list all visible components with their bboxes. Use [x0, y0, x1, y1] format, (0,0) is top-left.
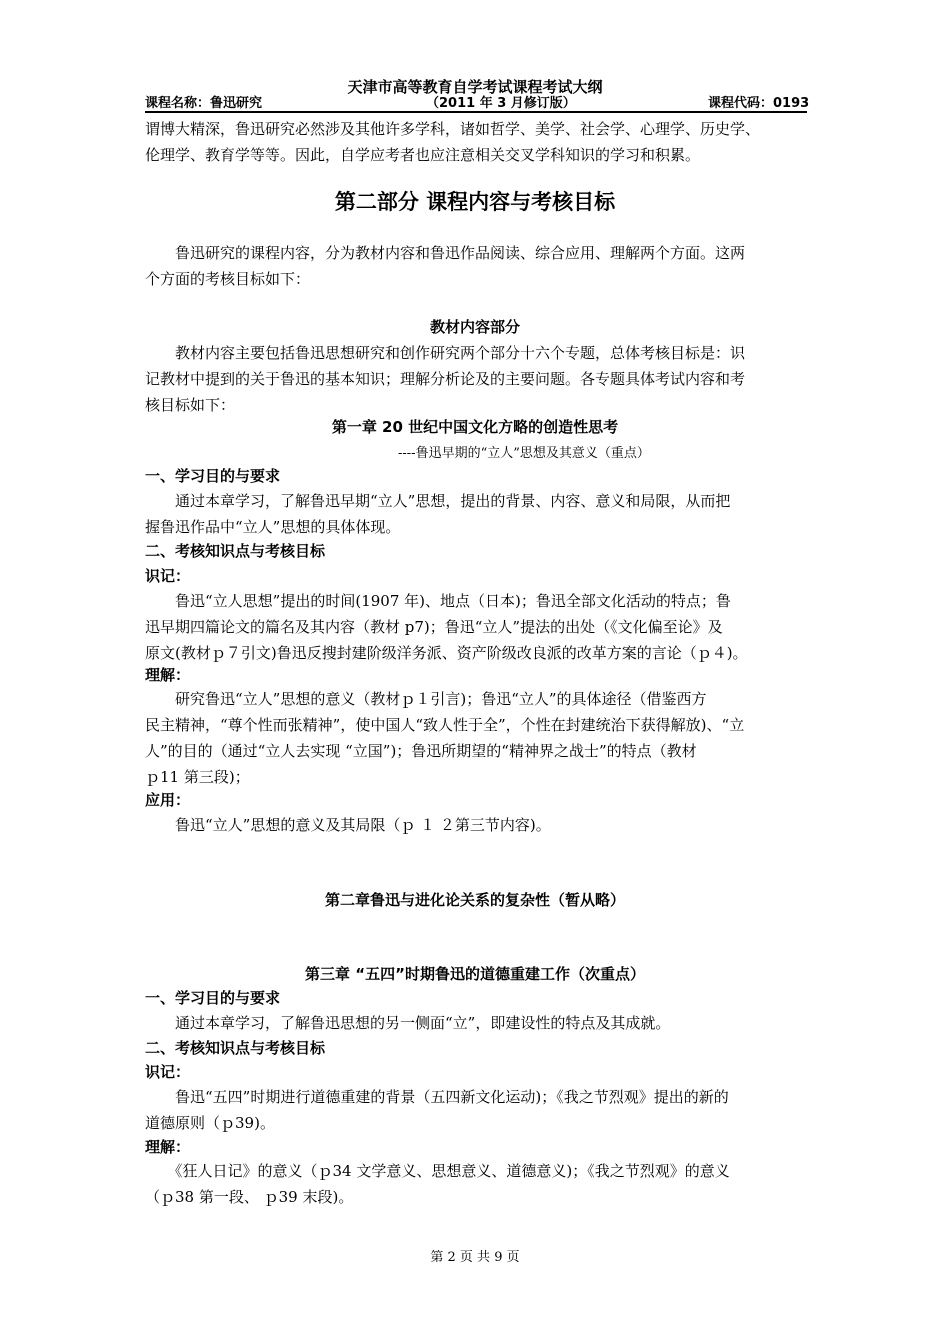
chapter-3-heading-goals: 一、学习目的与要求 [145, 989, 281, 1007]
course-name: 课程名称：鲁迅研究 [145, 96, 263, 111]
chapter-1-apply-paragraph [145, 812, 807, 838]
chapter-1-goals-paragraph [145, 488, 807, 540]
text-line: 个方面的考核目标如下： [145, 270, 311, 288]
text-line: 握鲁迅作品中“立人”思想的具体体现。 [145, 518, 401, 536]
text-line: 民主精神，“尊个性而张精神”，使中国人“致人性于全”，个性在封建统治下获得解放)、“立 [145, 716, 745, 734]
chapter-3-goals-paragraph [145, 1010, 807, 1036]
header-divider [145, 111, 807, 113]
text-line: 通过本章学习，了解鲁迅思想的另一侧面“立”，即建设性的特点及其成就。 [145, 1014, 671, 1032]
chapter-1-title: 第一章 20 世纪中国文化方略的创造性思考 [331, 418, 619, 436]
part-title: 第二部分 课程内容与考核目标 [334, 190, 616, 214]
text-line: 伦理学、教育学等等。因此，自学应考者也应注意相关交叉学科知识的学习和积累。 [145, 146, 701, 164]
section-intro-paragraph [145, 340, 807, 418]
chapter-1-label-understand: 理解： [145, 666, 191, 684]
text-line: 原文(教材ｐ７引文)鲁迅反搜封建阶级洋务派、资产阶级改良派的改革方案的言论（ｐ４)。 [145, 644, 748, 662]
chapter-3-title: 第三章 “五四”时期鲁迅的道德重建工作（次重点） [305, 965, 645, 983]
section-title: 教材内容部分 [429, 318, 520, 336]
chapter-1-subtitle: ----鲁迅早期的“立人”思想及其意义（重点） [398, 446, 650, 461]
text-line: 鲁迅“立人”思想的意义及其局限（ｐ １ ２第三节内容)。 [145, 816, 551, 834]
text-line: 鲁迅“五四”时期进行道德重建的背景（五四新文化运动)；《我之节烈观》提出的新的 [145, 1088, 729, 1106]
edition-label: （2011 年 3 月修订版） [426, 96, 576, 111]
text-line: 核目标如下： [145, 396, 236, 414]
page-number-footer: 第 2 页 共 9 页 [430, 1250, 520, 1265]
chapter-2-title: 第二章鲁迅与进化论关系的复杂性（暂从略） [324, 891, 625, 909]
text-line: 《狂人日记》的意义（ｐ34 文学意义、思想意义、道德意义)；《我之节烈观》的意义 [145, 1162, 730, 1180]
part-intro-paragraph [145, 240, 807, 292]
course-code: 课程代码：0193 [708, 96, 810, 111]
text-line: 人”的目的（通过“立人去实现 “立国”)；鲁迅所期望的“精神界之战士”的特点（教材 [145, 742, 697, 760]
text-line: ｐ11 第三段)； [145, 768, 250, 786]
chapter-3-understand-paragraph [145, 1158, 807, 1210]
chapter-3-heading-knowledge: 二、考核知识点与考核目标 [145, 1039, 326, 1057]
text-line: 通过本章学习，了解鲁迅早期“立人”思想，提出的背景、内容、意义和局限，从而把 [145, 492, 731, 510]
text-line: 教材内容主要包括鲁迅思想研究和创作研究两个部分十六个专题，总体考核目标是：识 [145, 344, 746, 362]
text-line: 谓博大精深，鲁迅研究必然涉及其他许多学科，诸如哲学、美学、社会学、心理学、历史学、 [145, 120, 761, 138]
chapter-1-recall-paragraph [145, 588, 807, 666]
text-line: 鲁迅“立人思想”提出的时间(1907 年)、地点（日本)；鲁迅全部文化活动的特点；鲁 [145, 592, 731, 610]
text-line: 道德原则（ｐ39)。 [145, 1114, 275, 1132]
text-line: 研究鲁迅“立人”思想的意义（教材ｐ１引言)；鲁迅“立人”的具体途径（借鉴西方 [145, 690, 707, 708]
chapter-1-label-apply: 应用： [145, 791, 191, 809]
text-line: （ｐ38 第一段、 ｐ39 末段)。 [145, 1188, 354, 1206]
chapter-1-label-recall: 识记： [145, 567, 191, 585]
chapter-1-heading-goals: 一、学习目的与要求 [145, 467, 281, 485]
chapter-3-label-understand: 理解： [145, 1138, 191, 1156]
document-header-title: 天津市高等教育自学考试课程考试大纲 [347, 78, 603, 96]
chapter-3-recall-paragraph [145, 1084, 807, 1136]
chapter-3-label-recall: 识记： [145, 1063, 191, 1081]
text-line: 鲁迅研究的课程内容，分为教材内容和鲁迅作品阅读、综合应用、理解两个方面。这两 [145, 244, 746, 262]
text-line: 迅早期四篇论文的篇名及其内容（教材 p7)；鲁迅“立人”提法的出处（《文化偏至论》及 [145, 618, 723, 636]
intro-paragraph [145, 116, 807, 168]
chapter-1-understand-paragraph [145, 686, 807, 790]
chapter-1-heading-knowledge: 二、考核知识点与考核目标 [145, 542, 326, 560]
text-line: 记教材中提到的关于鲁迅的基本知识；理解分析论及的主要问题。各专题具体考试内容和考 [145, 370, 746, 388]
